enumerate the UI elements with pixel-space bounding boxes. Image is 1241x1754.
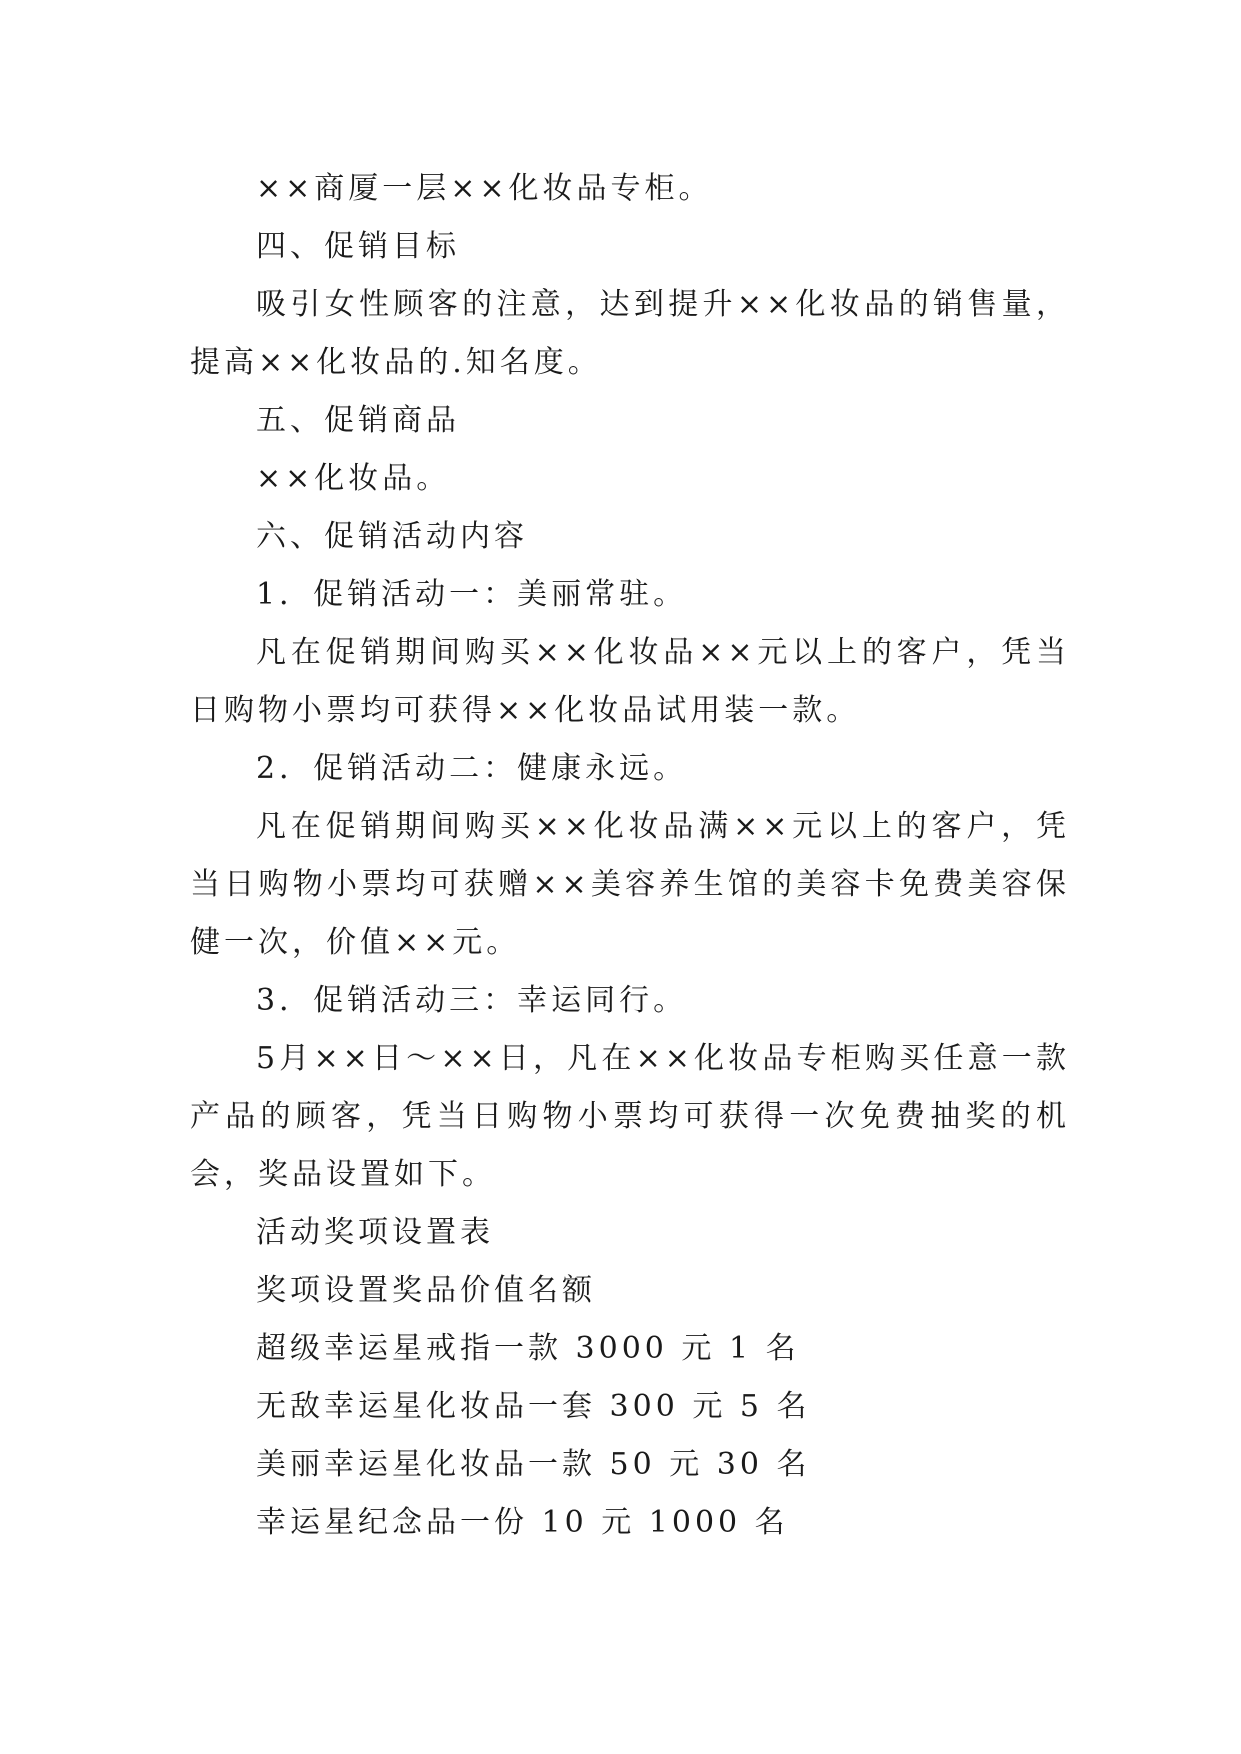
goal-paragraph: 吸引女性顾客的注意，达到提升××化妆品的销售量，提高××化妆品的.知名度。 — [190, 287, 1070, 380]
section-heading-products: 五、促销商品 — [256, 403, 460, 438]
activity-three-paragraph: 5月××日～××日，凡在××化妆品专柜购买任意一款产品的顾客，凭当日购物小票均可获得一次免费抽奖的机会，奖品设置如下。 — [190, 1041, 1070, 1192]
activity-one-paragraph: 凡在促销期间购买××化妆品××元以上的客户，凭当日购物小票均可获得××化妆品试用装一款。 — [190, 635, 1070, 728]
section-heading-activities: 六、促销活动内容 — [256, 519, 528, 554]
prize-table-header: 奖项设置奖品价值名额 — [256, 1273, 596, 1308]
activity-one-heading: 1．促销活动一：美丽常驻。 — [256, 577, 688, 612]
products-paragraph: ××化妆品。 — [256, 461, 451, 496]
prize-row: 超级幸运星戒指一款 3000 元 1 名 — [256, 1331, 800, 1366]
section-heading-goal: 四、促销目标 — [256, 229, 460, 264]
document-body — [190, 160, 1070, 1552]
activity-two-paragraph: 凡在促销期间购买××化妆品满××元以上的客户，凭当日购物小票均可获赠××美容养生馆的美容卡免费美容保健一次，价值××元。 — [190, 809, 1070, 960]
location-line: ××商厦一层××化妆品专柜。 — [256, 171, 713, 206]
prize-table-title: 活动奖项设置表 — [256, 1215, 494, 1250]
activity-three-heading: 3．促销活动三：幸运同行。 — [256, 983, 688, 1018]
prize-row: 美丽幸运星化妆品一款 50 元 30 名 — [256, 1447, 811, 1482]
activity-two-heading: 2．促销活动二：健康永远。 — [256, 751, 688, 786]
prize-row: 幸运星纪念品一份 10 元 1000 名 — [256, 1505, 789, 1540]
prize-row: 无敌幸运星化妆品一套 300 元 5 名 — [256, 1389, 811, 1424]
